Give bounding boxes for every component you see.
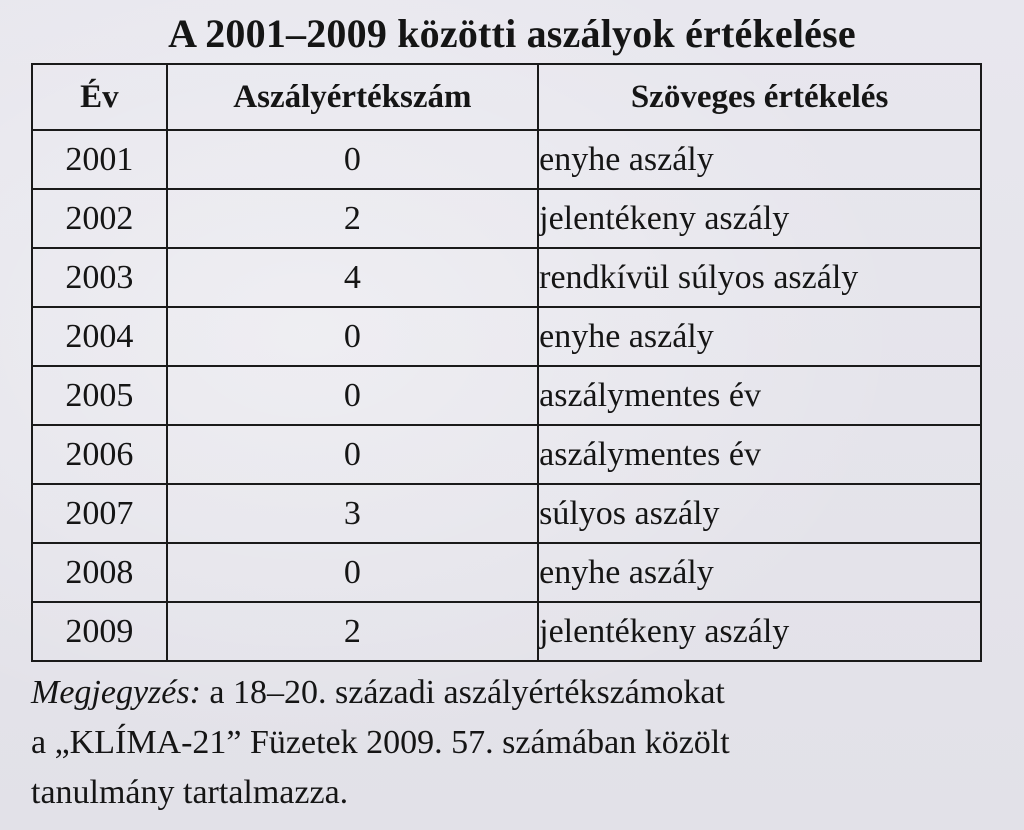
footnote-line-3: tanulmány tartalmazza.: [31, 774, 349, 811]
header-text-evaluation: Szöveges értékelés: [538, 64, 981, 130]
cell-text-evaluation: rendkívül súlyos aszály: [538, 248, 981, 307]
table-row: [32, 543, 981, 602]
table-row: [32, 248, 981, 307]
table-row: [32, 484, 981, 543]
cell-year: 2009: [32, 602, 167, 661]
table-row: [32, 425, 981, 484]
cell-drought-index: 2: [167, 602, 538, 661]
header-year: Év: [32, 64, 167, 130]
cell-drought-index: 3: [167, 484, 538, 543]
cell-text-evaluation: jelentékeny aszály: [538, 189, 981, 248]
table-row: [32, 602, 981, 661]
cell-text-evaluation: enyhe aszály: [538, 130, 981, 189]
footnote-label: Megjegyzés:: [31, 674, 201, 711]
drought-table: [31, 63, 982, 662]
cell-drought-index: 0: [167, 543, 538, 602]
header-drought-index: Aszályértékszám: [167, 64, 538, 130]
footnote: [31, 668, 991, 818]
table-row: [32, 366, 981, 425]
footnote-text-1: a 18–20. századi aszályértékszámokat: [209, 674, 725, 711]
cell-drought-index: 0: [167, 366, 538, 425]
cell-text-evaluation: jelentékeny aszály: [538, 602, 981, 661]
cell-drought-index: 0: [167, 130, 538, 189]
cell-text-evaluation: enyhe aszály: [538, 543, 981, 602]
cell-text-evaluation: aszálymentes év: [538, 425, 981, 484]
cell-drought-index: 0: [167, 425, 538, 484]
table-header-row: [32, 64, 981, 130]
cell-year: 2005: [32, 366, 167, 425]
cell-text-evaluation: súlyos aszály: [538, 484, 981, 543]
table-row: [32, 307, 981, 366]
cell-drought-index: 2: [167, 189, 538, 248]
cell-year: 2002: [32, 189, 167, 248]
cell-year: 2006: [32, 425, 167, 484]
cell-year: 2003: [32, 248, 167, 307]
footnote-line-2: a „KLÍMA-21” Füzetek 2009. 57. számában közölt: [31, 724, 730, 761]
cell-year: 2004: [32, 307, 167, 366]
table-row: [32, 189, 981, 248]
table-row: [32, 130, 981, 189]
cell-year: 2008: [32, 543, 167, 602]
cell-text-evaluation: enyhe aszály: [538, 307, 981, 366]
cell-drought-index: 4: [167, 248, 538, 307]
cell-drought-index: 0: [167, 307, 538, 366]
cell-text-evaluation: aszálymentes év: [538, 366, 981, 425]
cell-year: 2001: [32, 130, 167, 189]
footnote-line-1: [31, 668, 991, 718]
page-title: A 2001–2009 közötti aszályok értékelése: [168, 11, 856, 56]
cell-year: 2007: [32, 484, 167, 543]
